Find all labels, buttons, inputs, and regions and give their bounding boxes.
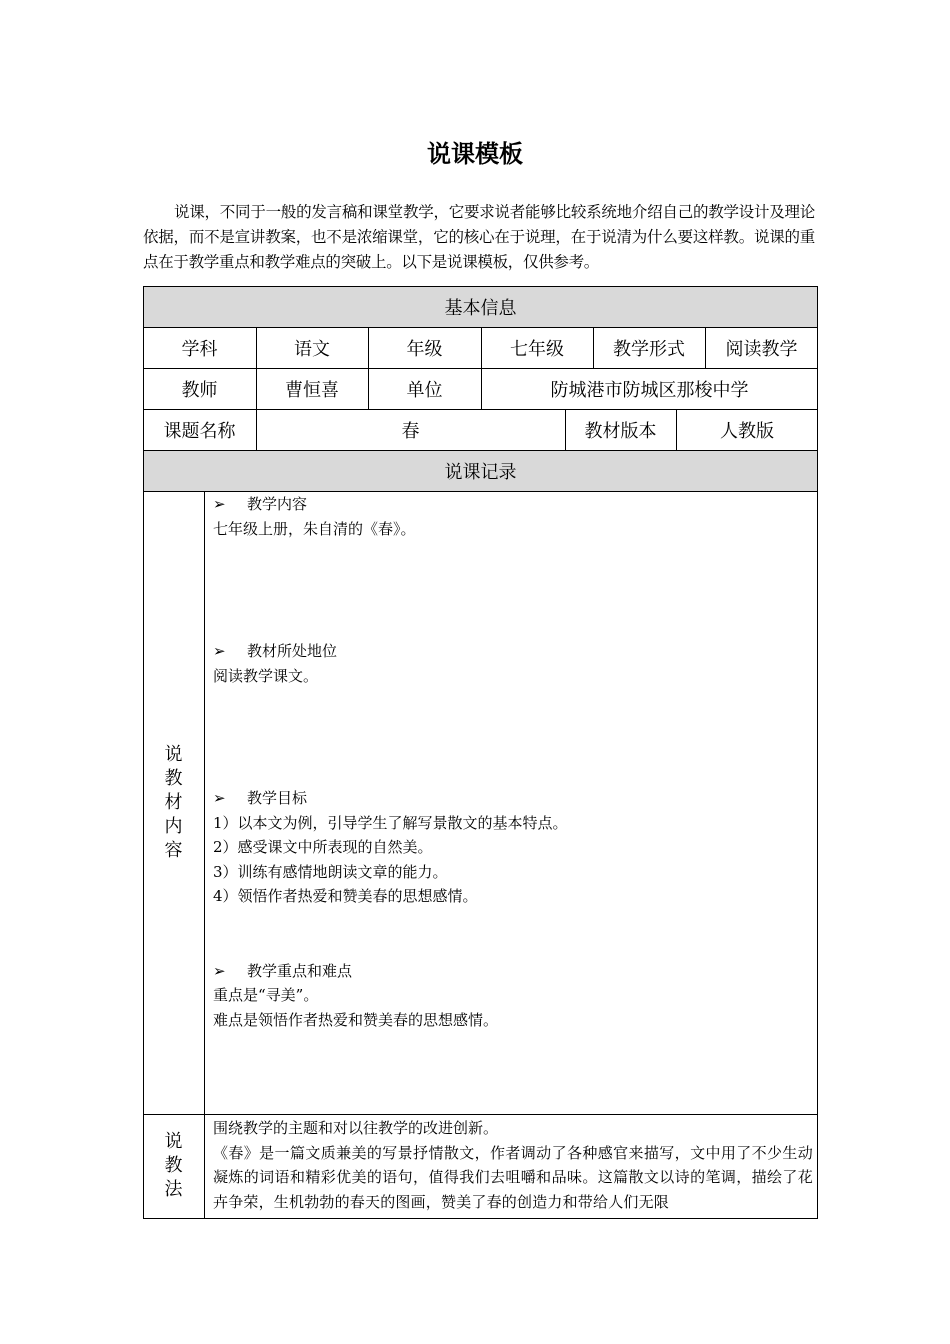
goal-item: 1）以本文为例，引导学生了解写景散文的基本特点。 <box>213 813 568 832</box>
textbook-edition-value: 人教版 <box>720 420 774 442</box>
section-label-method <box>143 1114 204 1218</box>
bullet-key-points <box>213 959 813 984</box>
label-char: 教 <box>164 1155 183 1176</box>
label-char: 容 <box>164 839 183 861</box>
textbook-content <box>213 492 813 1032</box>
intro-paragraph: 说课，不同于一般的发言稿和课堂教学，它要求说者能够比较系统地介绍自己的教学设计及理论依据，而不是宣讲教案，也不是浓缩课堂，它的核心在于说理，在于说清为什么要这样教。说课的重点在于教学重点和教学难点的突破上。以下是说课模板，仅供参考。 <box>143 203 815 271</box>
bullet-teaching-goals <box>213 786 813 811</box>
topic-value: 春 <box>401 420 420 442</box>
teaching-form-value: 阅读教学 <box>725 338 798 360</box>
method-paragraph: 《春》是一篇文质兼美的写景抒情散文，作者调动了各种感官来描写，文中用了不少生动凝炼的词语和精彩优美的语句，值得我们去咀嚼和品味。这篇散文以诗的笔调，描绘了花卉争荣，生机勃勃的春天的图画，赞美了春的创造力和带给人们无限 <box>213 1143 813 1211</box>
arrow-bullet-icon: ➢ <box>213 495 226 513</box>
label-char: 说 <box>164 1131 183 1152</box>
difficult-point-text: 难点是领悟作者热爱和赞美春的思想感情。 <box>213 1010 499 1029</box>
textbook-edition-label: 教材版本 <box>584 420 657 442</box>
basic-info-header-row <box>143 286 818 327</box>
textbook-position-text: 阅读教学课文。 <box>213 666 319 685</box>
teaching-goals-title: 教学目标 <box>247 789 308 807</box>
goal-item: 4）领悟作者热爱和赞美春的思想感情。 <box>213 887 478 905</box>
label-char: 法 <box>164 1179 183 1200</box>
teacher-label: 教师 <box>181 379 218 401</box>
goal-item: 2）感受课文中所表现的自然美。 <box>213 838 433 856</box>
bullet-textbook-position <box>213 639 813 664</box>
goal-item: 3）训练有感情地朗读文章的能力。 <box>213 862 448 881</box>
label-char: 材 <box>164 791 183 813</box>
teaching-content-text: 七年级上册，朱自清的《春》。 <box>213 519 416 538</box>
info-row-topic <box>143 409 818 450</box>
teaching-form-label: 教学形式 <box>613 338 685 360</box>
grade-value: 七年级 <box>510 338 564 360</box>
record-header-row <box>143 450 818 491</box>
label-char: 内 <box>164 815 183 837</box>
unit-value: 防城港市防城区那梭中学 <box>550 379 749 401</box>
page-title: 说课模板 <box>427 140 523 168</box>
subject-value: 语文 <box>294 338 330 360</box>
method-line: 围绕教学的主题和对以往教学的改进创新。 <box>213 1119 499 1137</box>
section-label-textbook <box>143 491 204 1114</box>
arrow-bullet-icon: ➢ <box>213 961 226 980</box>
topic-label: 课题名称 <box>163 420 236 442</box>
method-content <box>213 1116 813 1214</box>
arrow-bullet-icon: ➢ <box>213 789 226 807</box>
teacher-value: 曹恒喜 <box>285 379 339 401</box>
bullet-teaching-content <box>213 492 813 517</box>
label-char: 教 <box>164 767 183 789</box>
grade-label: 年级 <box>406 338 443 360</box>
teaching-content-title: 教学内容 <box>247 495 308 513</box>
unit-label: 单位 <box>406 379 443 401</box>
record-header: 说课记录 <box>143 450 818 491</box>
label-char: 说 <box>164 743 183 765</box>
subject-label: 学科 <box>181 338 218 360</box>
basic-info-header: 基本信息 <box>143 286 818 327</box>
key-point-text: 重点是“寻美”。 <box>213 986 319 1004</box>
arrow-bullet-icon: ➢ <box>213 642 226 660</box>
key-points-title: 教学重点和难点 <box>247 961 353 980</box>
textbook-position-title: 教材所处地位 <box>247 642 338 660</box>
